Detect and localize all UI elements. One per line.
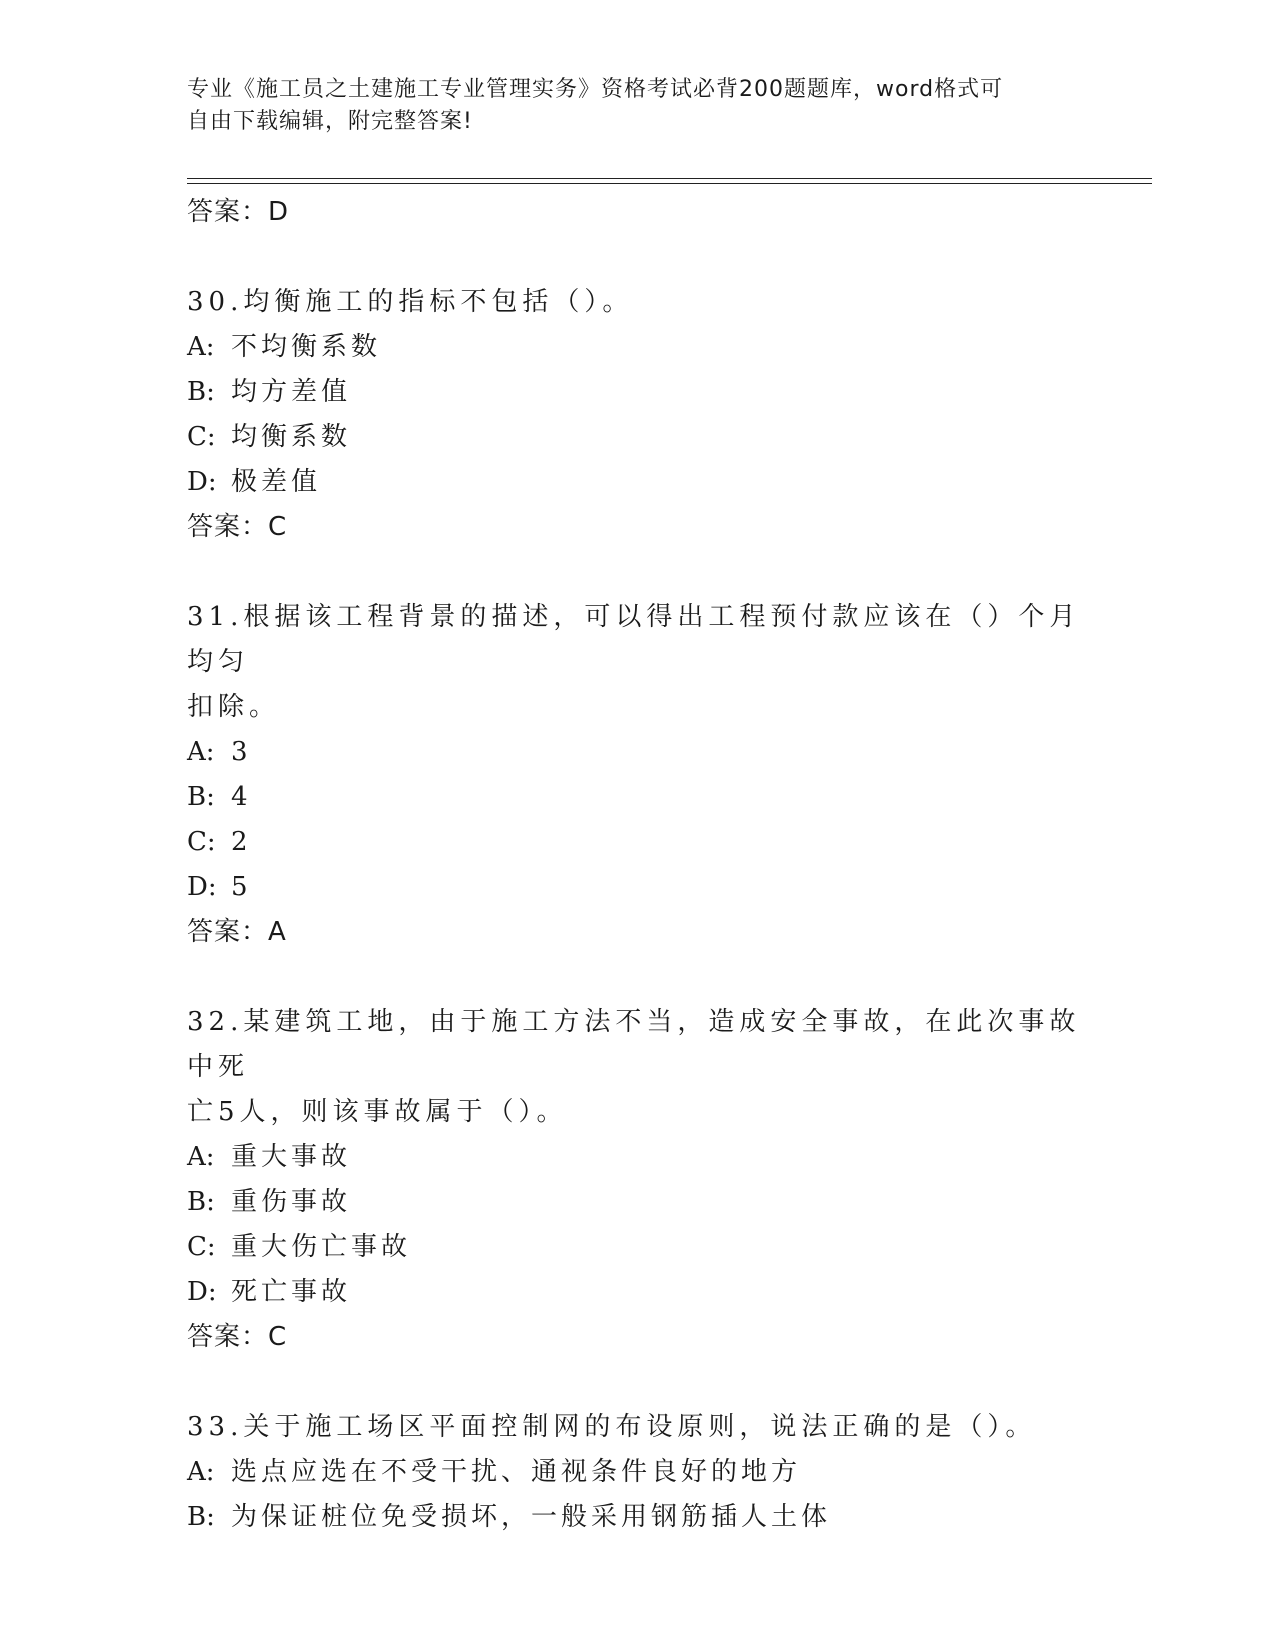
option-d <box>187 865 1087 910</box>
option-text: 重大事故 <box>231 1142 352 1172</box>
question-text: 30.均衡施工的指标不包括（）。 <box>187 287 634 317</box>
answer-line: 答案：C <box>187 1322 288 1352</box>
option-letter: A: <box>187 332 215 362</box>
option-text: 重大伤亡事故 <box>231 1232 412 1262</box>
option-a <box>187 1135 1087 1180</box>
option-b <box>187 1495 1087 1540</box>
option-text: 死亡事故 <box>231 1277 352 1307</box>
option-text: 3 <box>231 737 252 767</box>
option-text: 为保证桩位免受损坏，一般采用钢筋插人土体 <box>231 1502 832 1532</box>
option-text: 2 <box>231 827 252 857</box>
option-b <box>187 775 1087 820</box>
option-d <box>187 460 1087 505</box>
document-header <box>187 74 1067 138</box>
previous-answer: 答案：D <box>187 197 290 227</box>
question-text: 33.关于施工场区平面控制网的布设原则，说法正确的是（）。 <box>187 1412 1037 1442</box>
option-letter: D: <box>187 1277 217 1307</box>
option-letter: A: <box>187 737 215 767</box>
question-block <box>187 1000 1087 1359</box>
option-letter: C: <box>187 422 216 452</box>
option-b <box>187 370 1087 415</box>
question-text: 31.根据该工程背景的描述，可以得出工程预付款应该在（）个月均匀 <box>187 602 1081 677</box>
option-b <box>187 1180 1087 1225</box>
option-text: 重伤事故 <box>231 1187 352 1217</box>
question-block <box>187 280 1087 549</box>
option-a <box>187 730 1087 775</box>
question-text-continued: 扣除。 <box>187 692 281 722</box>
header-line-1: 专业《施工员之土建施工专业管理实务》资格考试必背200题题库，word格式可 <box>187 77 1004 102</box>
option-c <box>187 1225 1087 1270</box>
option-c <box>187 820 1087 865</box>
option-letter: B: <box>187 782 215 812</box>
option-letter: D: <box>187 467 217 497</box>
option-letter: D: <box>187 872 217 902</box>
question-text: 32.某建筑工地，由于施工方法不当，造成安全事故，在此次事故中死 <box>187 1007 1081 1082</box>
option-d <box>187 1270 1087 1315</box>
option-letter: B: <box>187 377 215 407</box>
question-text-continued: 亡5人，则该事故属于（）。 <box>187 1097 568 1127</box>
option-letter: B: <box>187 1187 215 1217</box>
question-block <box>187 595 1087 954</box>
option-letter: A: <box>187 1142 215 1172</box>
option-text: 5 <box>231 872 252 902</box>
option-text: 极差值 <box>231 467 322 497</box>
option-text: 选点应选在不受干扰、通视条件良好的地方 <box>231 1457 802 1487</box>
question-block <box>187 1405 1087 1540</box>
answer-line: 答案：C <box>187 512 288 542</box>
option-c <box>187 415 1087 460</box>
option-a <box>187 325 1087 370</box>
answer-line: 答案：A <box>187 917 287 947</box>
option-text: 均方差值 <box>231 377 352 407</box>
header-divider-top <box>187 178 1152 179</box>
option-letter: A: <box>187 1457 215 1487</box>
option-a <box>187 1450 1087 1495</box>
question-list <box>187 190 1087 1540</box>
header-line-2: 自由下载编辑，附完整答案! <box>187 109 473 134</box>
option-letter: C: <box>187 827 216 857</box>
option-text: 不均衡系数 <box>231 332 382 362</box>
option-text: 均衡系数 <box>231 422 352 452</box>
option-text: 4 <box>231 782 252 812</box>
option-letter: B: <box>187 1502 215 1532</box>
header-divider-bottom <box>187 183 1152 184</box>
option-letter: C: <box>187 1232 216 1262</box>
